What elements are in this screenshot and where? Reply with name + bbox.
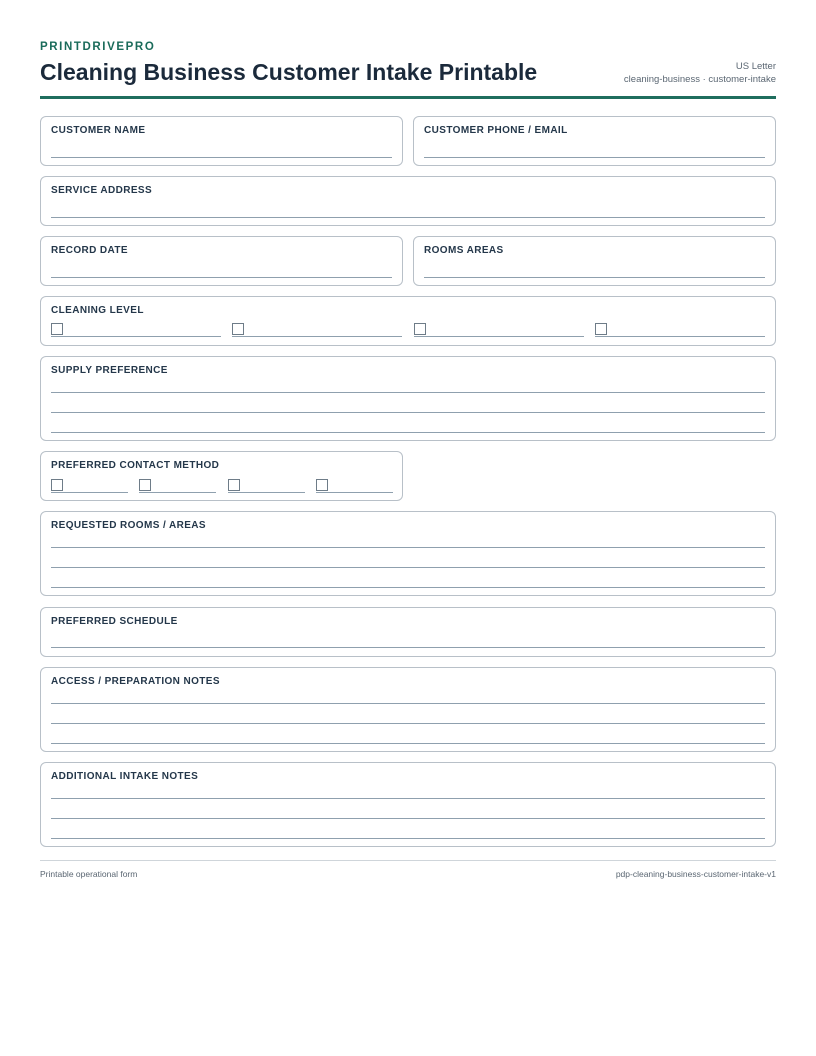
field-label: RECORD DATE <box>51 245 128 256</box>
write-line[interactable] <box>51 703 765 704</box>
write-line[interactable] <box>424 277 765 278</box>
field-label: PREFERRED CONTACT METHOD <box>51 460 220 471</box>
write-line[interactable] <box>51 432 765 433</box>
option-write-line[interactable] <box>51 492 128 493</box>
field-label: SERVICE ADDRESS <box>51 185 153 196</box>
field-label: ROOMS AREAS <box>424 245 504 256</box>
page-meta <box>624 60 776 86</box>
option-write-line[interactable] <box>316 492 393 493</box>
option-write-line[interactable] <box>414 336 584 337</box>
access-preparation-notes-field[interactable] <box>40 667 776 752</box>
write-line[interactable] <box>51 723 765 724</box>
cleaning-level-option[interactable] <box>51 323 221 337</box>
write-line[interactable] <box>51 647 765 648</box>
write-line[interactable] <box>51 217 765 218</box>
write-line[interactable] <box>51 818 765 819</box>
write-line[interactable] <box>51 743 765 744</box>
footer-left-text: Printable operational form <box>40 869 138 879</box>
write-line[interactable] <box>51 838 765 839</box>
option-write-line[interactable] <box>51 336 221 337</box>
page-title: Cleaning Business Customer Intake Printable <box>40 59 538 85</box>
field-label: ACCESS / PREPARATION NOTES <box>51 676 220 687</box>
contact-method-option[interactable] <box>139 479 216 493</box>
write-line[interactable] <box>51 157 392 158</box>
customer-name-field[interactable] <box>40 116 403 166</box>
checkbox[interactable] <box>51 479 63 491</box>
write-line[interactable] <box>51 547 765 548</box>
checkbox[interactable] <box>316 479 328 491</box>
option-write-line[interactable] <box>228 492 305 493</box>
write-line[interactable] <box>51 567 765 568</box>
contact-method-option[interactable] <box>51 479 128 493</box>
option-write-line[interactable] <box>139 492 216 493</box>
field-label: REQUESTED ROOMS / AREAS <box>51 520 206 531</box>
checkbox[interactable] <box>414 323 426 335</box>
rooms-areas-field[interactable] <box>413 236 776 286</box>
footer-rule <box>40 860 776 861</box>
cleaning-level-option[interactable] <box>414 323 584 337</box>
field-label: ADDITIONAL INTAKE NOTES <box>51 771 199 782</box>
customer-phone-email-field[interactable] <box>413 116 776 166</box>
write-line[interactable] <box>51 587 765 588</box>
field-label: PREFERRED SCHEDULE <box>51 616 178 627</box>
checkbox[interactable] <box>232 323 244 335</box>
write-line[interactable] <box>51 412 765 413</box>
write-line[interactable] <box>424 157 765 158</box>
write-line[interactable] <box>51 392 765 393</box>
checkbox[interactable] <box>595 323 607 335</box>
footer-form-id: pdp-cleaning-business-customer-intake-v1 <box>615 869 776 879</box>
field-label: CLEANING LEVEL <box>51 305 144 316</box>
record-date-field[interactable] <box>40 236 403 286</box>
contact-method-option[interactable] <box>228 479 305 493</box>
checkbox[interactable] <box>51 323 63 335</box>
brand-name: PRINTDRIVEPRO <box>40 41 156 53</box>
preferred-contact-method-field <box>40 451 403 501</box>
supply-preference-field[interactable] <box>40 356 776 441</box>
checkbox[interactable] <box>228 479 240 491</box>
contact-method-option[interactable] <box>316 479 393 493</box>
service-address-field[interactable] <box>40 176 776 226</box>
write-line[interactable] <box>51 798 765 799</box>
cleaning-level-field <box>40 296 776 346</box>
field-label: CUSTOMER PHONE / EMAIL <box>424 125 568 136</box>
requested-rooms-field[interactable] <box>40 511 776 596</box>
additional-intake-notes-field[interactable] <box>40 762 776 847</box>
paper-size: US Letter <box>735 61 776 72</box>
field-label: CUSTOMER NAME <box>51 125 146 136</box>
header-rule <box>40 96 776 99</box>
checkbox[interactable] <box>139 479 151 491</box>
write-line[interactable] <box>51 277 392 278</box>
preferred-schedule-field[interactable] <box>40 607 776 657</box>
field-label: SUPPLY PREFERENCE <box>51 365 168 376</box>
cleaning-level-option[interactable] <box>595 323 765 337</box>
option-write-line[interactable] <box>232 336 402 337</box>
option-write-line[interactable] <box>595 336 765 337</box>
form-tags: cleaning-business · customer-intake <box>623 74 776 85</box>
cleaning-level-option[interactable] <box>232 323 402 337</box>
